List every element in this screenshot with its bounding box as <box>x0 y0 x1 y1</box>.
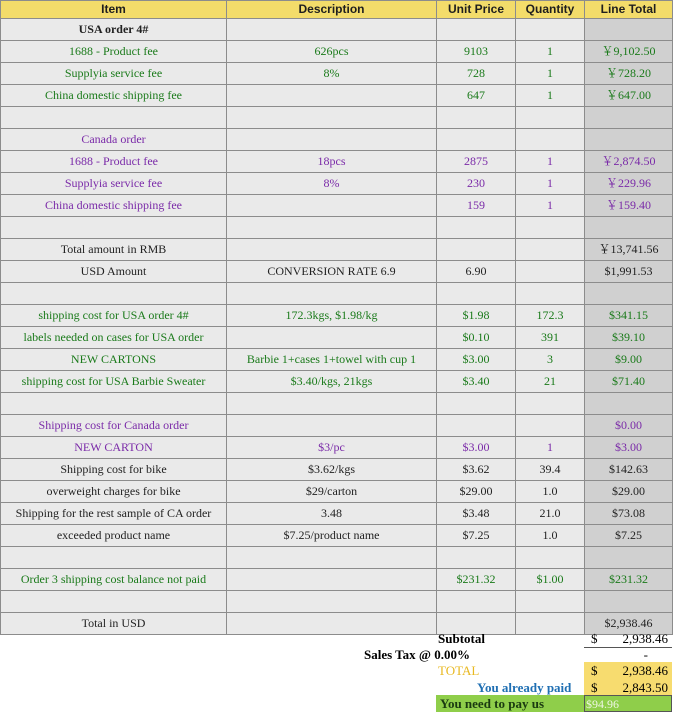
unit-price-cell[interactable] <box>437 19 516 41</box>
item-cell[interactable] <box>1 217 227 239</box>
description-cell[interactable] <box>227 19 437 41</box>
quantity-cell[interactable]: 1 <box>516 437 585 459</box>
item-cell[interactable]: USD Amount <box>1 261 227 283</box>
unit-price-cell[interactable]: 6.90 <box>437 261 516 283</box>
due-label: You need to pay us <box>436 695 584 712</box>
unit-price-cell[interactable]: $29.00 <box>437 481 516 503</box>
item-cell[interactable]: labels needed on cases for USA order <box>1 327 227 349</box>
description-cell[interactable] <box>227 107 437 129</box>
line-total-cell[interactable]: $29.00 <box>585 481 673 503</box>
description-cell[interactable] <box>227 393 437 415</box>
item-cell[interactable]: Supplyia service fee <box>1 173 227 195</box>
description-cell[interactable]: CONVERSION RATE 6.9 <box>227 261 437 283</box>
item-cell[interactable]: Shipping cost for bike <box>1 459 227 481</box>
quantity-cell[interactable] <box>516 129 585 151</box>
description-cell[interactable]: 626pcs <box>227 41 437 63</box>
header-row <box>1 1 673 19</box>
paid-value: 2,843.50 <box>622 680 668 695</box>
description-cell[interactable] <box>227 569 437 591</box>
item-cell[interactable] <box>1 591 227 613</box>
line-total-cell[interactable] <box>585 591 673 613</box>
line-total-cell[interactable]: $7.25 <box>585 525 673 547</box>
item-cell[interactable]: 1688 - Product fee <box>1 151 227 173</box>
item-cell[interactable]: exceeded product name <box>1 525 227 547</box>
paid-currency: $ <box>591 680 598 695</box>
line-total-cell[interactable]: ￥2,874.50 <box>585 151 673 173</box>
subtotal-label: Subtotal <box>438 631 485 646</box>
header-description[interactable]: Description <box>227 1 437 19</box>
item-cell[interactable] <box>1 393 227 415</box>
line-total-cell[interactable]: $73.08 <box>585 503 673 525</box>
unit-price-cell[interactable]: 9103 <box>437 41 516 63</box>
item-cell[interactable]: China domestic shipping fee <box>1 85 227 107</box>
quantity-cell[interactable]: 1 <box>516 151 585 173</box>
table-row <box>1 19 673 41</box>
table-row <box>1 195 673 217</box>
unit-price-cell[interactable]: $3.40 <box>437 371 516 393</box>
description-cell[interactable] <box>227 591 437 613</box>
table-row <box>1 85 673 107</box>
total-value: 2,938.46 <box>622 663 668 678</box>
quantity-cell[interactable] <box>516 261 585 283</box>
quantity-cell[interactable] <box>516 547 585 569</box>
unit-price-cell[interactable]: $3.48 <box>437 503 516 525</box>
sales-tax-cell <box>584 646 672 663</box>
quantity-cell[interactable]: 1 <box>516 195 585 217</box>
quantity-cell[interactable]: 1 <box>516 63 585 85</box>
item-cell[interactable]: shipping cost for USA Barbie Sweater <box>1 371 227 393</box>
unit-price-cell[interactable] <box>437 547 516 569</box>
quantity-cell[interactable]: 391 <box>516 327 585 349</box>
description-cell[interactable]: 8% <box>227 173 437 195</box>
line-total-cell[interactable] <box>585 217 673 239</box>
unit-price-cell[interactable]: $3.00 <box>437 349 516 371</box>
item-cell[interactable] <box>1 107 227 129</box>
quantity-cell[interactable]: 1.0 <box>516 525 585 547</box>
description-cell[interactable] <box>227 129 437 151</box>
subtotal-value: 2,938.46 <box>622 631 668 646</box>
item-cell[interactable]: Shipping cost for Canada order <box>1 415 227 437</box>
table-row <box>1 107 673 129</box>
item-cell[interactable]: Canada order <box>1 129 227 151</box>
line-total-cell[interactable] <box>585 393 673 415</box>
line-total-cell[interactable]: $142.63 <box>585 459 673 481</box>
sales-tax-label <box>364 646 470 663</box>
item-cell[interactable]: Supplyia service fee <box>1 63 227 85</box>
description-cell[interactable] <box>227 613 437 635</box>
table-row <box>1 239 673 261</box>
description-cell[interactable] <box>227 195 437 217</box>
unit-price-cell[interactable] <box>437 283 516 305</box>
unit-price-cell[interactable]: 159 <box>437 195 516 217</box>
table-row <box>1 525 673 547</box>
line-total-cell[interactable]: ￥9,102.50 <box>585 41 673 63</box>
unit-price-cell[interactable] <box>437 591 516 613</box>
quantity-cell[interactable]: 39.4 <box>516 459 585 481</box>
paid-cell <box>584 679 672 696</box>
table-row <box>1 217 673 239</box>
description-cell[interactable]: 18pcs <box>227 151 437 173</box>
quantity-cell[interactable] <box>516 217 585 239</box>
sales-tax-rate: 0.00% <box>434 647 471 662</box>
item-cell[interactable] <box>1 283 227 305</box>
paid-label: You already paid <box>477 680 572 695</box>
item-cell[interactable]: 1688 - Product fee <box>1 41 227 63</box>
quantity-cell[interactable] <box>516 283 585 305</box>
header-item[interactable]: Item <box>1 1 227 19</box>
quantity-cell[interactable]: 3 <box>516 349 585 371</box>
unit-price-cell[interactable]: $231.32 <box>437 569 516 591</box>
line-total-cell[interactable]: $2,938.46 <box>585 613 673 635</box>
description-cell[interactable] <box>227 217 437 239</box>
table-row <box>1 393 673 415</box>
table-body <box>1 19 673 635</box>
unit-price-cell[interactable]: 2875 <box>437 151 516 173</box>
quantity-cell[interactable] <box>516 415 585 437</box>
item-cell[interactable]: shipping cost for USA order 4# <box>1 305 227 327</box>
item-cell[interactable]: Total in USD <box>1 613 227 635</box>
table-row <box>1 613 673 635</box>
line-total-cell[interactable]: $341.15 <box>585 305 673 327</box>
quantity-cell[interactable] <box>516 107 585 129</box>
header-unit-price[interactable]: Unit Price <box>437 1 516 19</box>
quantity-cell[interactable]: 172.3 <box>516 305 585 327</box>
subtotal-currency: $ <box>591 631 598 646</box>
description-cell[interactable]: $29/carton <box>227 481 437 503</box>
line-total-cell[interactable]: ￥229.96 <box>585 173 673 195</box>
item-cell[interactable]: NEW CARTON <box>1 437 227 459</box>
line-total-cell[interactable]: $0.00 <box>585 415 673 437</box>
line-total-cell[interactable] <box>585 129 673 151</box>
table-row <box>1 261 673 283</box>
table-row <box>1 151 673 173</box>
item-cell[interactable]: Total amount in RMB <box>1 239 227 261</box>
quantity-cell[interactable] <box>516 393 585 415</box>
table-row <box>1 591 673 613</box>
line-total-cell[interactable]: ￥728.20 <box>585 63 673 85</box>
description-cell[interactable]: 172.3kgs, $1.98/kg <box>227 305 437 327</box>
description-cell[interactable]: $3.40/kgs, 21kgs <box>227 371 437 393</box>
unit-price-cell[interactable] <box>437 393 516 415</box>
unit-price-cell[interactable]: $0.10 <box>437 327 516 349</box>
description-cell[interactable]: $7.25/product name <box>227 525 437 547</box>
line-total-cell[interactable] <box>585 283 673 305</box>
unit-price-cell[interactable]: $7.25 <box>437 525 516 547</box>
table-row <box>1 415 673 437</box>
item-cell[interactable] <box>1 547 227 569</box>
quantity-cell[interactable] <box>516 613 585 635</box>
quantity-cell[interactable]: 1.0 <box>516 481 585 503</box>
description-cell[interactable] <box>227 415 437 437</box>
line-total-cell[interactable]: ￥647.00 <box>585 85 673 107</box>
unit-price-cell[interactable] <box>437 129 516 151</box>
header-line-total[interactable]: Line Total <box>585 1 673 19</box>
unit-price-cell[interactable] <box>437 107 516 129</box>
description-cell[interactable]: $3.62/kgs <box>227 459 437 481</box>
unit-price-cell[interactable] <box>437 415 516 437</box>
quantity-cell[interactable]: 1 <box>516 41 585 63</box>
unit-price-cell[interactable]: 230 <box>437 173 516 195</box>
unit-price-cell[interactable] <box>437 217 516 239</box>
line-total-cell[interactable]: $71.40 <box>585 371 673 393</box>
unit-price-cell[interactable]: 728 <box>437 63 516 85</box>
quantity-cell[interactable]: 1 <box>516 173 585 195</box>
description-cell[interactable] <box>227 283 437 305</box>
table-row <box>1 63 673 85</box>
line-total-cell[interactable]: ￥13,741.56 <box>585 239 673 261</box>
description-cell[interactable]: 3.48 <box>227 503 437 525</box>
table-row <box>1 283 673 305</box>
line-total-cell[interactable]: $9.00 <box>585 349 673 371</box>
table-row <box>1 349 673 371</box>
unit-price-cell[interactable]: 647 <box>437 85 516 107</box>
table-row <box>1 569 673 591</box>
line-total-cell[interactable]: $231.32 <box>585 569 673 591</box>
item-cell[interactable]: NEW CARTONS <box>1 349 227 371</box>
table-row <box>1 371 673 393</box>
line-total-cell[interactable] <box>585 547 673 569</box>
description-cell[interactable]: $3/pc <box>227 437 437 459</box>
quantity-cell[interactable]: 21 <box>516 371 585 393</box>
description-cell[interactable] <box>227 85 437 107</box>
table-row <box>1 173 673 195</box>
quantity-cell[interactable]: 21.0 <box>516 503 585 525</box>
line-total-cell[interactable]: $39.10 <box>585 327 673 349</box>
table-row <box>1 437 673 459</box>
table-row <box>1 459 673 481</box>
item-cell[interactable]: Shipping for the rest sample of CA order <box>1 503 227 525</box>
line-total-cell[interactable] <box>585 19 673 41</box>
total-currency: $ <box>591 663 598 678</box>
header-quantity[interactable]: Quantity <box>516 1 585 19</box>
line-total-cell[interactable]: ￥159.40 <box>585 195 673 217</box>
total-label: TOTAL <box>438 663 480 678</box>
quantity-cell[interactable] <box>516 19 585 41</box>
item-cell[interactable]: USA order 4# <box>1 19 227 41</box>
table-row <box>1 129 673 151</box>
sales-tax-text: Sales Tax @ <box>364 647 432 662</box>
table-row <box>1 503 673 525</box>
unit-price-cell[interactable]: $3.62 <box>437 459 516 481</box>
description-cell[interactable]: Barbie 1+cases 1+towel with cup 1 <box>227 349 437 371</box>
item-cell[interactable]: Order 3 shipping cost balance not paid <box>1 569 227 591</box>
quantity-cell[interactable] <box>516 591 585 613</box>
item-cell[interactable]: China domestic shipping fee <box>1 195 227 217</box>
description-cell[interactable] <box>227 239 437 261</box>
unit-price-cell[interactable] <box>437 239 516 261</box>
item-cell[interactable]: overweight charges for bike <box>1 481 227 503</box>
unit-price-cell[interactable]: $3.00 <box>437 437 516 459</box>
table-row <box>1 305 673 327</box>
line-total-cell[interactable]: $1,991.53 <box>585 261 673 283</box>
description-cell[interactable]: 8% <box>227 63 437 85</box>
description-cell[interactable] <box>227 547 437 569</box>
sales-tax-value: - <box>643 647 648 662</box>
description-cell[interactable] <box>227 327 437 349</box>
due-value: $94.96 <box>584 695 672 712</box>
table-row <box>1 41 673 63</box>
quantity-cell[interactable] <box>516 239 585 261</box>
line-total-cell[interactable] <box>585 107 673 129</box>
unit-price-cell[interactable]: $1.98 <box>437 305 516 327</box>
line-total-cell[interactable]: $3.00 <box>585 437 673 459</box>
quantity-cell[interactable]: 1 <box>516 85 585 107</box>
table-row <box>1 481 673 503</box>
table-row <box>1 327 673 349</box>
total-cell <box>584 662 672 679</box>
quantity-cell[interactable]: $1.00 <box>516 569 585 591</box>
table-row <box>1 547 673 569</box>
